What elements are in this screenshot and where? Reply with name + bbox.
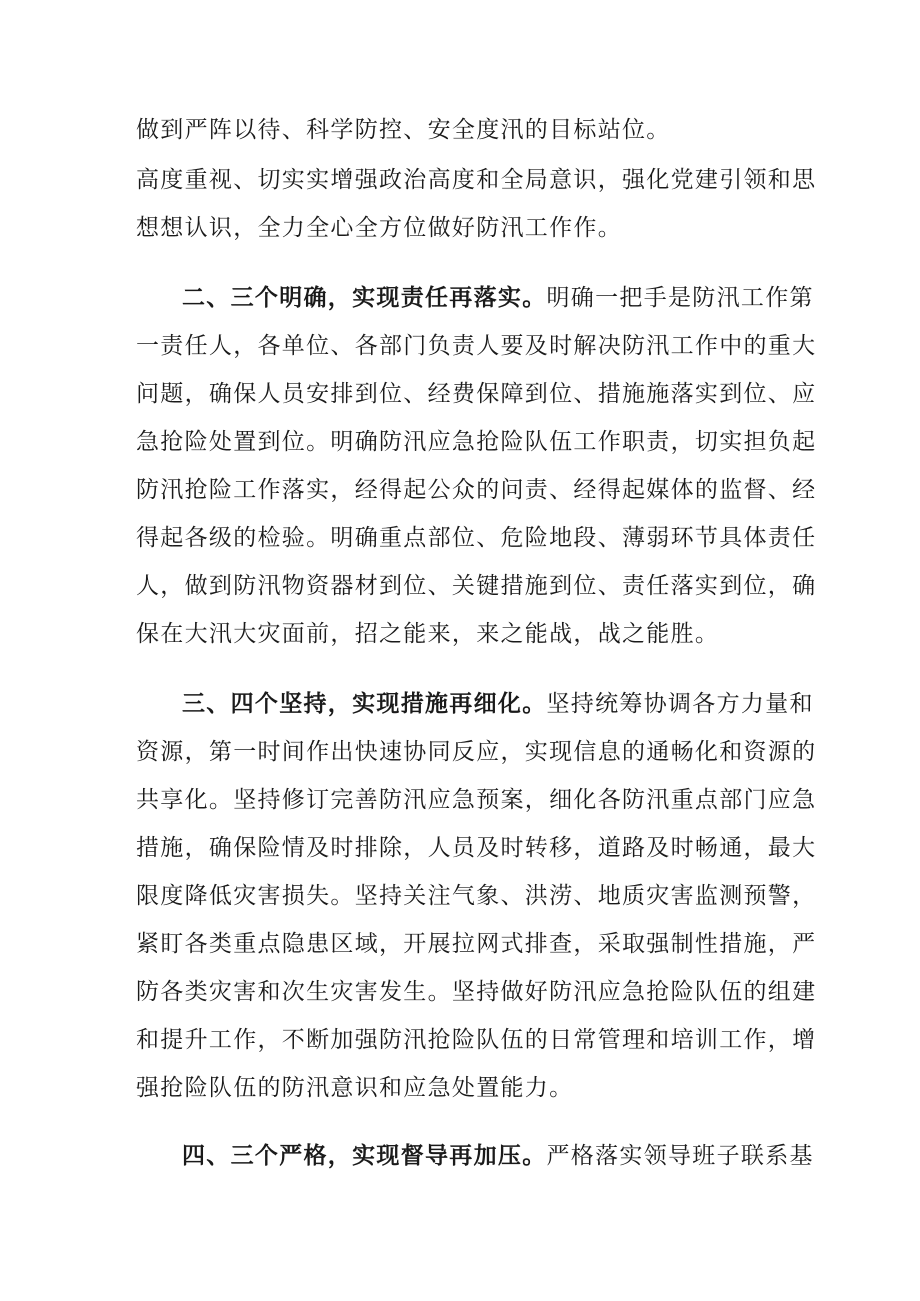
section-2-line: 一责任人，各单位、各部门负责人要及时解决防汛工作中的重大: [136, 333, 817, 359]
section-2-first-line: [182, 282, 814, 314]
section-3-line: 资源，第一时间作出快速协同反应，实现信息的通畅化和资源的: [136, 739, 817, 765]
section-2-line: 人，做到防汛物资器材到位、关键措施到位、责任落实到位，确: [136, 573, 817, 599]
section-3-line: 措施，确保险情及时排除，人员及时转移，道路及时畅通，最大: [136, 835, 817, 861]
section-3-line: 和提升工作，不断加强防汛抢险队伍的日常管理和培训工作，增: [136, 1027, 817, 1053]
section-2-line: 防汛抢险工作落实，经得起公众的问责、经得起媒体的监督、经: [136, 477, 817, 503]
section-2-line: 得起各级的检验。明确重点部位、危险地段、薄弱环节具体责任: [136, 525, 817, 551]
section-3-line: 共享化。坚持修订完善防汛应急预案，细化各防汛重点部门应急: [136, 787, 817, 813]
section-3-line: 防各类灾害和次生灾害发生。坚持做好防汛应急抢险队伍的组建: [136, 979, 817, 1005]
section-2-first-text: 明确一把手是防汛工作第: [546, 285, 814, 311]
intro-line-2: 高度重视、切实实增强政治高度和全局意识，强化党建引领和思: [136, 167, 817, 193]
section-3-line: 限度降低灾害损失。坚持关注气象、洪涝、地质灾害监测预警，: [136, 883, 817, 909]
section-2-line: 问题，确保人员安排到位、经费保障到位、措施施落实到位、应: [136, 381, 817, 407]
section-4-first-line: [182, 1140, 814, 1172]
section-3-first-line: [182, 688, 814, 720]
section-4-first-text: 严格落实领导班子联系基: [546, 1143, 814, 1169]
section-2-line: 保在大汛大灾面前，招之能来，来之能战，战之能胜。: [136, 621, 720, 647]
intro-line-3: 想想认识，全力全心全方位做好防汛工作作。: [136, 215, 622, 241]
intro-line-1: 做到严阵以待、科学防控、安全度汛的目标站位。: [136, 117, 671, 143]
section-3-heading: 三、四个坚持，实现措施再细化。: [182, 690, 547, 717]
section-4-heading: 四、三个严格，实现督导再加压。: [182, 1142, 547, 1169]
section-3-line: 紧盯各类重点隐患区域，开展拉网式排查，采取强制性措施，严: [136, 931, 817, 957]
section-3-first-text: 坚持统筹协调各方力量和: [546, 691, 814, 717]
section-3-line: 强抢险队伍的防汛意识和应急处置能力。: [136, 1075, 574, 1101]
section-2-line: 急抢险处置到位。明确防汛应急抢险队伍工作职责，切实担负起: [136, 429, 817, 455]
section-2-heading: 二、三个明确，实现责任再落实。: [182, 284, 547, 311]
